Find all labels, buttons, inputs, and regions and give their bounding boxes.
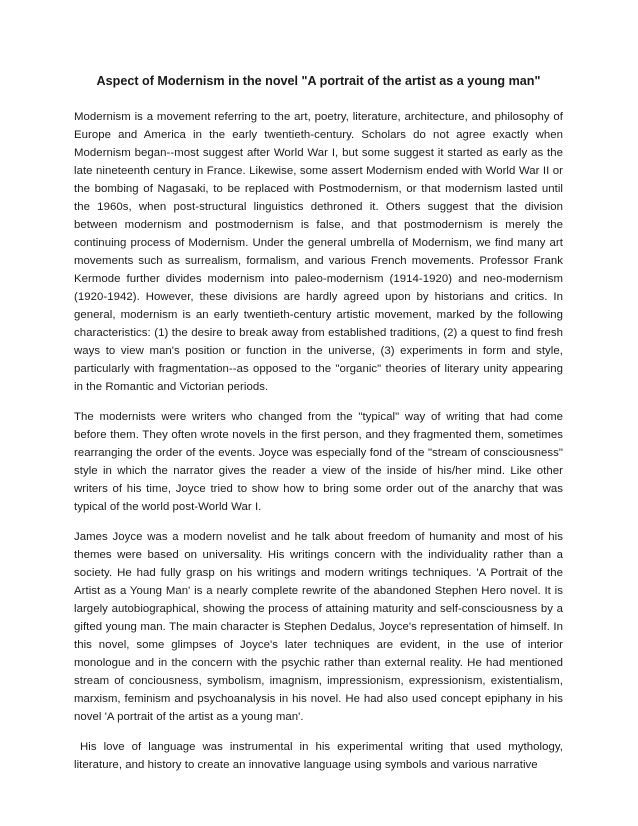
paragraph-james-joyce: James Joyce was a modern novelist and he talk about freedom of humanity and most of his themes were based on universality. His writings concern with the individuality rather than a society. He had fully grasp on his writings and modern writings techniques. 'A Portrait of the Artist as a Young Man' is a nearly complete rewrite of the abandoned Stephen Hero novel. It is largely autobiographical, showing the process of attaining maturity and self-consciousness by a gifted young man. The main character is Stephen Dedalus, Joyce's representation of himself. In this novel, some glimpses of Joyce's later techniques are evident, in the use of interior monologue and in the concern with the psychic rather than external reality. He had mentioned stream of conciousness, symbolism, imagnism, impressionism, expressionism, existentialism, marxism, feminism and psychoanalysis in his novel. He had also used concept epiphany in his novel 'A portrait of the artist as a young man'. — [74, 531, 563, 723]
paragraph-modernism-definition: Modernism is a movement referring to the art, poetry, literature, architecture, and philosophy of Europe and America in the early twentieth-century. Scholars do not agree exactly when Modernism began--most suggest after World War I, but some suggest it started as early as the late nineteenth century in France. Likewise, some assert Modernism ended with World War II or the bombing of Nagasaki, to be replaced with Postmodernism, or that modernism lasted until the 1960s, when post-structural linguistics dethroned it. Others suggest that the division between modernism and postmodernism is false, and that postmodernism is merely the continuing process of Modernism. Under the general umbrella of Modernism, we find many art movements such as surrealism, formalism, and various French movements. Professor Frank Kermode further divides modernism into paleo-modernism (1914-1920) and neo-modernism (1920-1942). However, these divisions are hardly agreed upon by historians and critics. In general, modernism is an early twentieth-century artistic movement, marked by the following characteristics: (1) the desire to break away from established traditions, (2) a quest to find fresh ways to view man's position or function in the universe, (3) experiments in form and style, particularly with fragmentation--as opposed to the "organic" theories of literary unity appearing in the Romantic and Victorian periods. — [74, 111, 563, 393]
paragraph-modernist-writers: The modernists were writers who changed from the "typical" way of writing that had come before them. They often wrote novels in the first person, and they fragmented them, sometimes rearranging the order of the events. Joyce was especially fond of the "stream of consciousness" style in which the narrator gives the reader a view of the inside of his/her mind. Like other writers of his time, Joyce tried to show how to bring some order out of the anarchy that was typical of the world post-World War I. — [74, 411, 563, 513]
paragraph-love-of-language: His love of language was instrumental in his experimental writing that used mythology, literature, and history to create an innovative language using symbols and various narrative — [74, 741, 563, 771]
document-title: Aspect of Modernism in the novel "A portrait of the artist as a young man" — [96, 74, 541, 88]
